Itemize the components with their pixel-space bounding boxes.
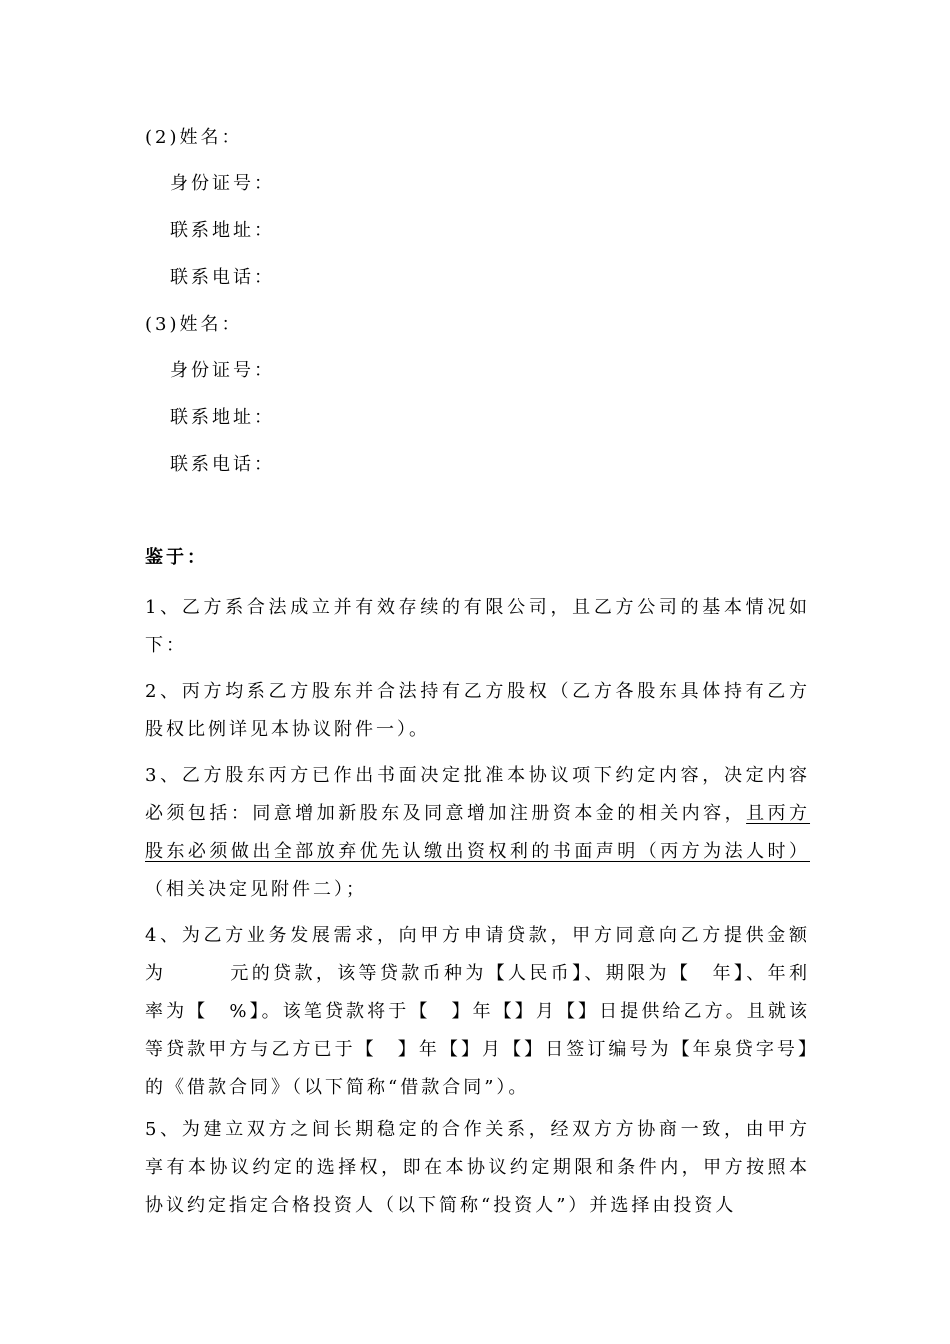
party-3-id-label: 身份证号： <box>170 360 275 381</box>
clause-3-text: 3、乙方股东丙方已作出书面决定批准本协议项下约定内容，决定内容必须包括：同意增加新股东及同意增加注册资本金的相关内容， <box>145 765 810 824</box>
party-2-id-label: 身份证号： <box>170 173 275 194</box>
party-3-phone-label: 联系电话： <box>170 454 275 475</box>
clause-2: 2、丙方均系乙方股东并合法持有乙方股权（乙方各股东具体持有乙方股权比例详见本协议附件一）。 <box>145 681 810 740</box>
clause-3-reference: （相关决定见附件二）； <box>145 879 367 900</box>
clause-1: 1、乙方系合法成立并有效存续的有限公司，且乙方公司的基本情况如下： <box>145 597 810 656</box>
party-3-name-label: (3)姓名： <box>145 314 243 335</box>
whereas-heading: 鉴于： <box>145 547 208 568</box>
clause-3-underlined-text: 且丙方股东必须做出全部放弃优先认缴出资权利的书面声明（丙方为法人时） <box>145 803 811 862</box>
clause-5: 5、为建立双方之间长期稳定的合作关系，经双方方协商一致，由甲方享有本协议约定的选择权，即在本协议约定期限和条件内，甲方按照本协议约定指定合格投资人（以下简称“投资人”）并选择由投资人 <box>145 1119 810 1216</box>
party-2-phone-label: 联系电话： <box>170 267 275 288</box>
party-2-name-label: (2)姓名： <box>145 127 243 148</box>
party-2-address-label: 联系地址： <box>170 220 275 241</box>
clause-3 <box>145 757 810 909</box>
clause-4: 4、为乙方业务发展需求，向甲方申请贷款，甲方同意向乙方提供金额为 元的贷款，该等贷款币种为【人民币】、期限为【 年】、年利率为【 %】。该笔贷款将于【 】年【】月【】日提供给乙方。且就该等贷款甲方与乙方已于【 】年【】月【】日签订编号为【年泉贷字号】的《借款合同》（以下简称“借款合同”）。 <box>145 925 810 1098</box>
party-3-address-label: 联系地址： <box>170 407 275 428</box>
